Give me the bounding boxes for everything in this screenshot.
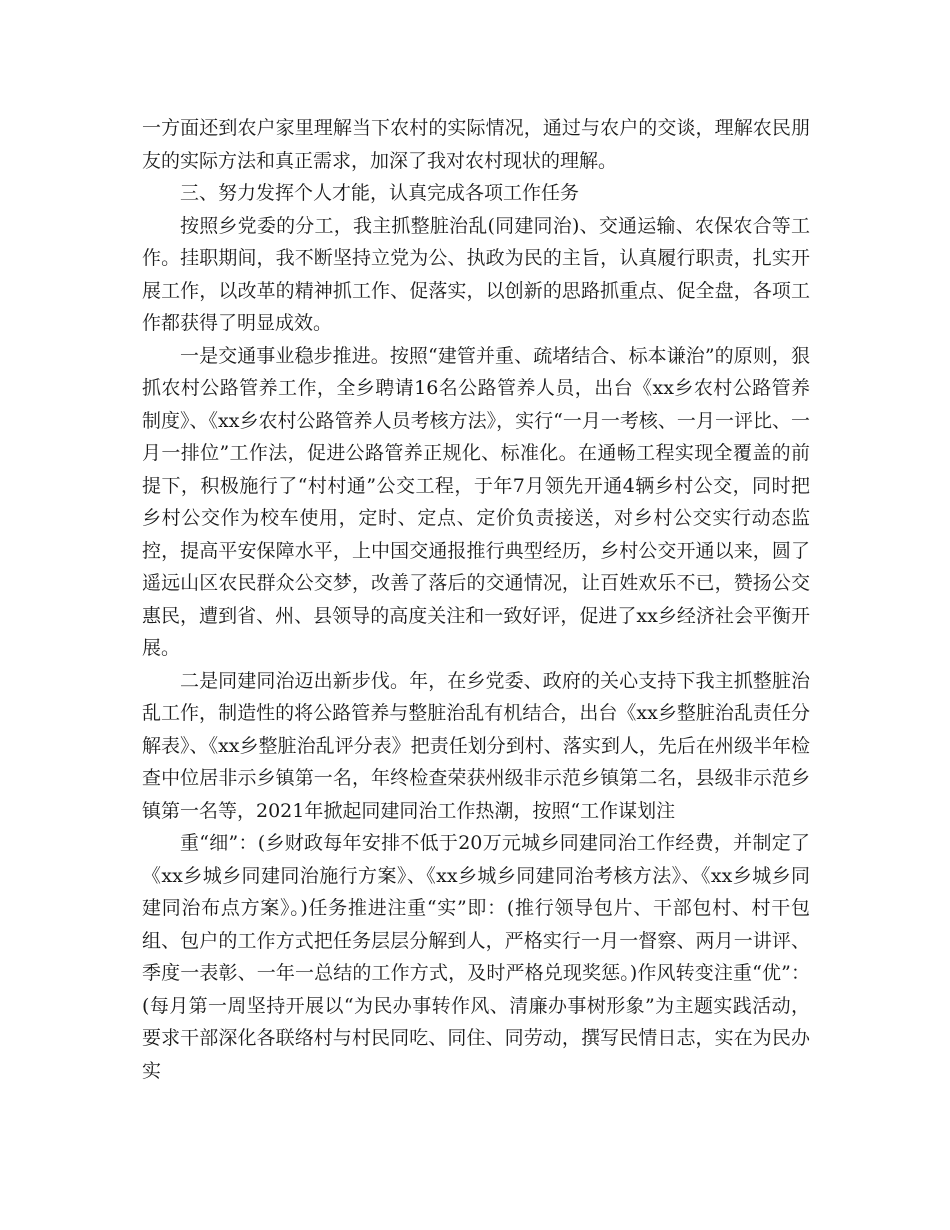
paragraph-details: 重“细”：(乡财政每年安排不低于20万元城乡同建同治工作经费，并制定了《xx乡城乡同建同治施行方案》、《xx乡城乡同建同治考核方法》、《xx乡城乡同建同治布点方案》。)任务推进注重“实”即：(推行领导包片、干部包村、村干包组、包户的工作方式把任务层层分解到人，严格实行一月一督察、两月一讲评、季度一表彰、一年一总结的工作方式，及时严格兑现奖惩。)作风转变注重“优”：(每月第一周坚持开展以“为民办事转作风、清廉办事树形象”为主题实践活动，要求干部深化各联络村与村民同吃、同住、同劳动，撰写民情日志，实在为民办实 [142, 832, 810, 1082]
paragraph-sanitation: 二是同建同治迈出新步伐。年，在乡党委、政府的关心支持下我主抓整脏治乱工作，制造性的将公路管养与整脏治乱有机结合，出台《xx乡整脏治乱责任分解表》、《xx乡整脏治乱评分表》把责任划分到村、落实到人，先后在州级半年检查中位居非示乡镇第一名，年终检查荣获州级非示范乡镇第二名，县级非示范乡镇第一名等，2021年掀起同建同治工作热潮，按照“工作谋划注 [142, 669, 810, 822]
document-page [142, 112, 810, 1087]
paragraph-1: 一方面还到农户家里理解当下农村的实际情况，通过与农户的交谈，理解农民朋友的实际方法和真正需求，加深了我对农村现状的理解。 [142, 117, 810, 172]
section-heading-3: 三、努力发挥个人才能，认真完成各项工作任务 [180, 182, 580, 204]
paragraph-transport: 一是交通事业稳步推进。按照“建管并重、疏堵结合、标本谦治”的原则，狠抓农村公路管养工作，全乡聘请16名公路管养人员，出台《xx乡农村公路管养制度》、《xx乡农村公路管养人员考核方法》，实行“一月一考核、一月一评比、一月一排位”工作法，促进公路管养正规化、标准化。在通畅工程实现全覆盖的前提下，积极施行了“村村通”公交工程，于年7月领先开通4辆乡村公交，同时把乡村公交作为校车使用，定时、定点、定价负责接送，对乡村公交实行动态监控，提高平安保障水平，上中国交通报推行典型经历，乡村公交开通以来，圆了遥远山区农民群众公交梦，改善了落后的交通情况，让百姓欢乐不已，赞扬公交惠民，遭到省、州、县领导的高度关注和一致好评，促进了xx乡经济社会平衡开展。 [142, 344, 810, 659]
paragraph-work-division: 按照乡党委的分工，我主抓整脏治乱(同建同治)、交通运输、农保农合等工作。挂职期间，我不断坚持立党为公、执政为民的主旨，认真履行职责，扎实开展工作，以改革的精神抓工作、促落实，以创新的思路抓重点、促全盘，各项工作都获得了明显成效。 [142, 214, 810, 334]
